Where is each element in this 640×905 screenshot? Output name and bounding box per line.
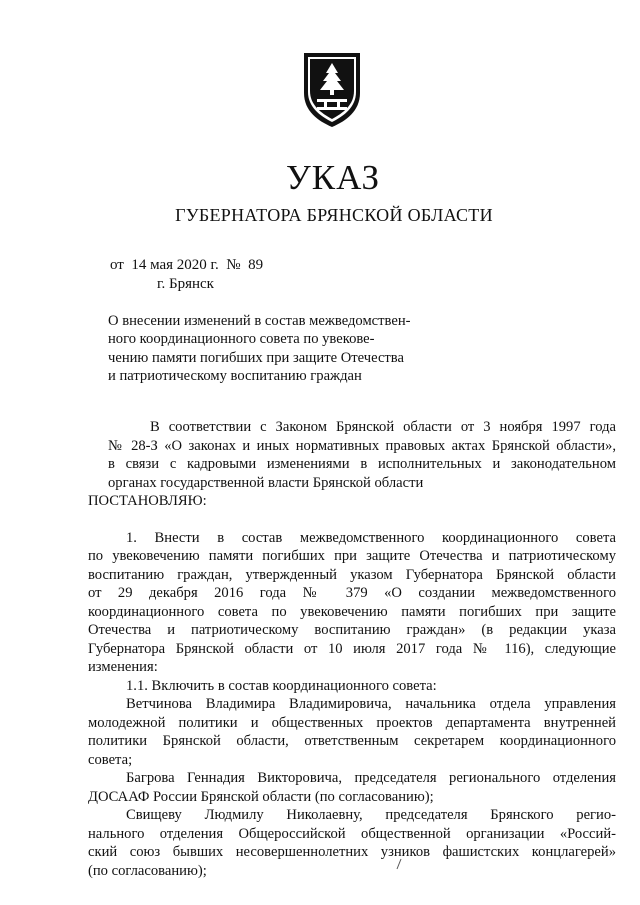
item-1-1-line: 1.1. Включить в состав координационного совета: [126,677,437,694]
preamble-paragraph [108,418,616,492]
body-line: ДОСААФ России Брянской области (по согласованию); [88,788,434,805]
bryansk-coat-of-arms-icon [300,49,364,129]
body-line: Ветчинова Владимира Владимировича, начальника отдела управления [126,696,616,712]
body-line: нального отделения Общероссийской общественной организации «Россий- [88,825,616,842]
subject-line: ного координационного совета по увекове- [108,331,375,348]
body-line: Свищеву Людмилу Николаевну, председателя Брянского регио- [126,807,616,823]
subject-line: чению памяти погибших при защите Отечества [108,349,404,366]
document-date-number: от 14 мая 2020 г. № 89 [110,257,264,273]
body-line: воспитанию граждан, утвержденный указом Губернатора Брянской области [88,566,616,583]
body-line: в связи с кадровыми изменениями в исполнительных и законодательном [108,456,616,472]
body-line: № 28-З «О законах и иных нормативных правовых актах Брянской области», [108,437,616,454]
body-line: изменения: [88,659,158,675]
document-city: г. Брянск [157,276,214,292]
body-line: ский союз бывших несовершеннолетних узников фашистских концлагерей» [88,844,616,860]
body-line: совета; [88,751,133,768]
body-line: В соответствии с Законом Брянской области от 3 ноября 1997 года [150,419,616,435]
document-type-title: УКАЗ [285,158,381,197]
body-line: политики Брянской области, ответственным секретарем координационного [88,733,616,749]
document-subject [108,312,430,386]
body-line: координационного совета по увековечению памяти погибших при защите [88,603,616,620]
scan-mark [395,858,403,870]
decree-word: ПОСТАНОВЛЯЮ: [88,493,207,509]
body-line: Багрова Геннадия Викторовича, председателя регионального отделения [126,770,616,786]
body-line: (по согласованию); [88,862,207,879]
body-line: молодежной политики и общественных проектов департамента внутренней [88,714,616,731]
item-1-paragraph [88,529,616,881]
body-line: Отечества и патриотическому воспитанию граждан» (в редакции указа [88,622,616,638]
body-line: Губернатора Брянской области от 10 июля 2017 года № 116), следующие [88,640,616,657]
body-line: по увековечению памяти погибших при защите Отечества и патриотическому [88,548,616,564]
subject-line: О внесении изменений в состав межведомствен- [108,313,411,329]
document-body [88,418,616,880]
body-line: 1. Внести в состав межведомственного координационного совета [126,529,616,546]
subject-line: и патриотическому воспитанию граждан [108,368,362,385]
body-line: от 29 декабря 2016 года № 379 «О создании межведомственного [88,585,616,601]
document-issuer: ГУБЕРНАТОРА БРЯНСКОЙ ОБЛАСТИ [175,205,493,225]
body-line: органах государственной власти Брянской области [108,474,424,491]
